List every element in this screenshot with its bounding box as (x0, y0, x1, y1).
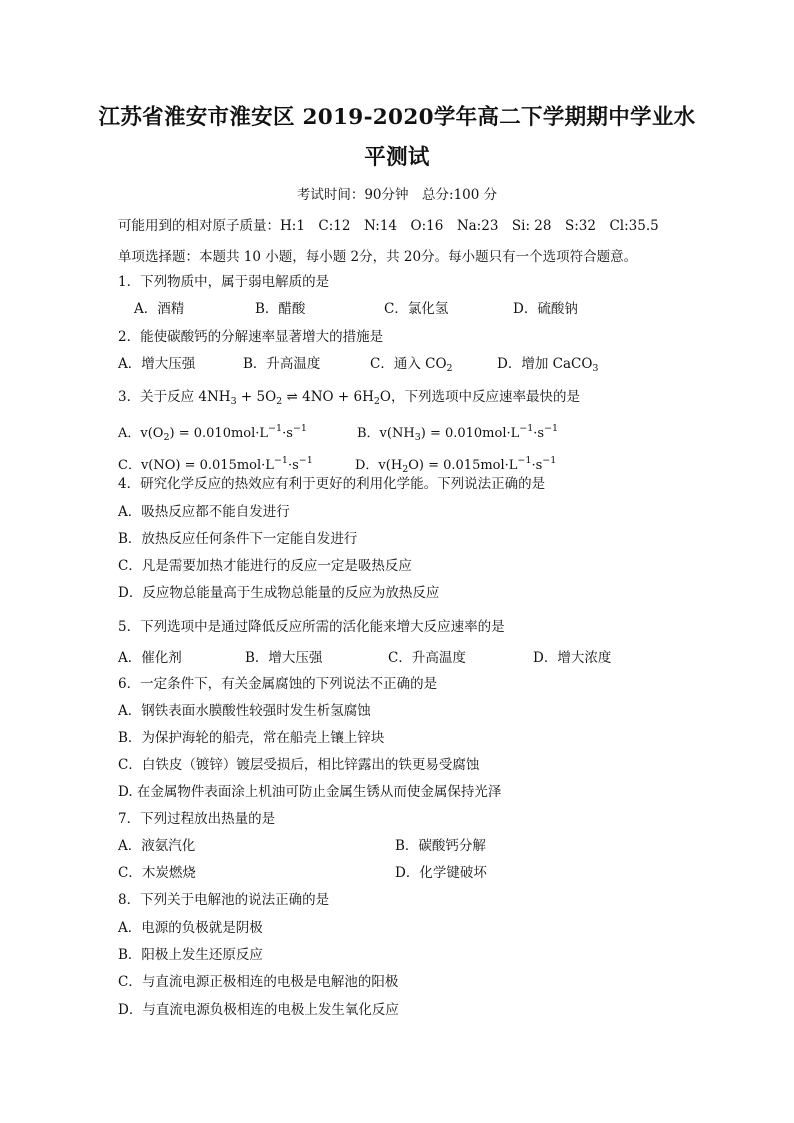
q2-option-b: B．升高温度 (243, 356, 321, 372)
q3-stem: 3．关于反应 $4NH_3 + 5O_2$ ⇌ $4NO + 6H_2O$，下列选项中反应速率最快的是 (118, 389, 580, 407)
q6-option-c: C．白铁皮（镀锌）镀层受损后，相比锌露出的铁更易受腐蚀 (118, 757, 480, 773)
q3-option-d: D．$v(H_2O) = 0.015mol\cdot L^{-1}\cdot s^{-1}$ (355, 455, 557, 475)
q2-stem: 2．能使碳酸钙的分解速率显著增大的措施是 (118, 329, 384, 345)
q1-option-b: B．醋酸 (255, 301, 306, 317)
q7-stem: 7．下列过程放出热量的是 (118, 811, 276, 827)
q1-stem: 1．下列物质中，属于弱电解质的是 (118, 274, 330, 290)
q6-stem: 6．一定条件下，有关金属腐蚀的下列说法不正确的是 (118, 676, 438, 692)
q5-option-c: C．升高温度 (388, 650, 466, 666)
q4-option-a: A．吸热反应都不能自发进行 (118, 504, 290, 520)
q4-option-c: C．凡是需要加热才能进行的反应一定是吸热反应 (118, 558, 412, 574)
q1-option-d: D．硫酸钠 (513, 301, 578, 317)
q8-option-d: D．与直流电源负极相连的电极上发生氧化反应 (118, 1002, 399, 1018)
q5-option-d: D．增大浓度 (533, 650, 612, 666)
q4-option-b: B．放热反应任何条件下一定能自发进行 (118, 531, 358, 547)
exam-info: 考试时间：90分钟 总分:100 分 (296, 187, 498, 203)
q2-option-d: D．增加 CaCO$_3$ (497, 356, 599, 374)
section-instructions: 单项选择题：本题共 10 小题，每小题 2分，共 20分。每小题只有一个选项符合题意。 (118, 249, 638, 265)
q6-option-a: A．钢铁表面水膜酸性较强时发生析氢腐蚀 (118, 703, 371, 719)
q8-option-b: B．阳极上发生还原反应 (118, 947, 263, 963)
q6-option-b: B．为保护海轮的船壳，常在船壳上镶上锌块 (118, 730, 385, 746)
q2-option-a: A．增大压强 (118, 356, 196, 372)
q8-stem: 8．下列关于电解池的说法正确的是 (118, 892, 330, 908)
atomic-masses: 可能用到的相对原子质量：H:1 C:12 N:14 O:16 Na:23 Si: 28 S:32 Cl:35.5 (118, 218, 659, 234)
q3-option-c: C．$v(NO) = 0.015mol\cdot L^{-1}\cdot s^{-1}$ (118, 455, 313, 473)
q4-option-d: D．反应物总能量高于生成物总能量的反应为放热反应 (118, 585, 440, 601)
title-line-1: 江苏省淮安市淮安区 2019-2020学年高二下学期期中学业水 (98, 105, 696, 130)
q7-option-c: C．木炭燃烧 (118, 865, 196, 881)
q5-stem: 5．下列选项中是通过降低反应所需的活化能来增大反应速率的是 (118, 619, 505, 635)
q4-stem: 4．研究化学反应的热效应有利于更好的利用化学能。下列说法正确的是 (118, 476, 546, 492)
q1-option-a: A．酒精 (134, 301, 185, 317)
q8-option-c: C．与直流电源正极相连的电极是电解池的阳极 (118, 974, 399, 990)
q3-option-a: A．$v(O_2) = 0.010mol\cdot L^{-1}\cdot s^{-1}$ (118, 423, 307, 443)
q2-option-c: C．通入 $CO_2$ (370, 356, 453, 374)
q7-option-a: A．液氨汽化 (118, 838, 196, 854)
q1-option-c: C．氯化氢 (384, 301, 449, 317)
q5-option-a: A．催化剂 (118, 650, 182, 666)
title-line-2: 平测试 (364, 145, 430, 170)
q3-option-b: B．$v(NH_3) = 0.010mol\cdot L^{-1}\cdot s^{-1}$ (357, 423, 559, 443)
q7-option-d: D．化学键破坏 (395, 865, 487, 881)
q8-option-a: A．电源的负极就是阴极 (118, 920, 263, 936)
q7-option-b: B．碳酸钙分解 (395, 838, 486, 854)
q5-option-b: B．增大压强 (245, 650, 323, 666)
equilibrium-arrow: ⇌ (282, 389, 303, 405)
q6-option-d: D. 在金属物件表面涂上机油可防止金属生锈从而使金属保持光泽 (118, 784, 502, 800)
